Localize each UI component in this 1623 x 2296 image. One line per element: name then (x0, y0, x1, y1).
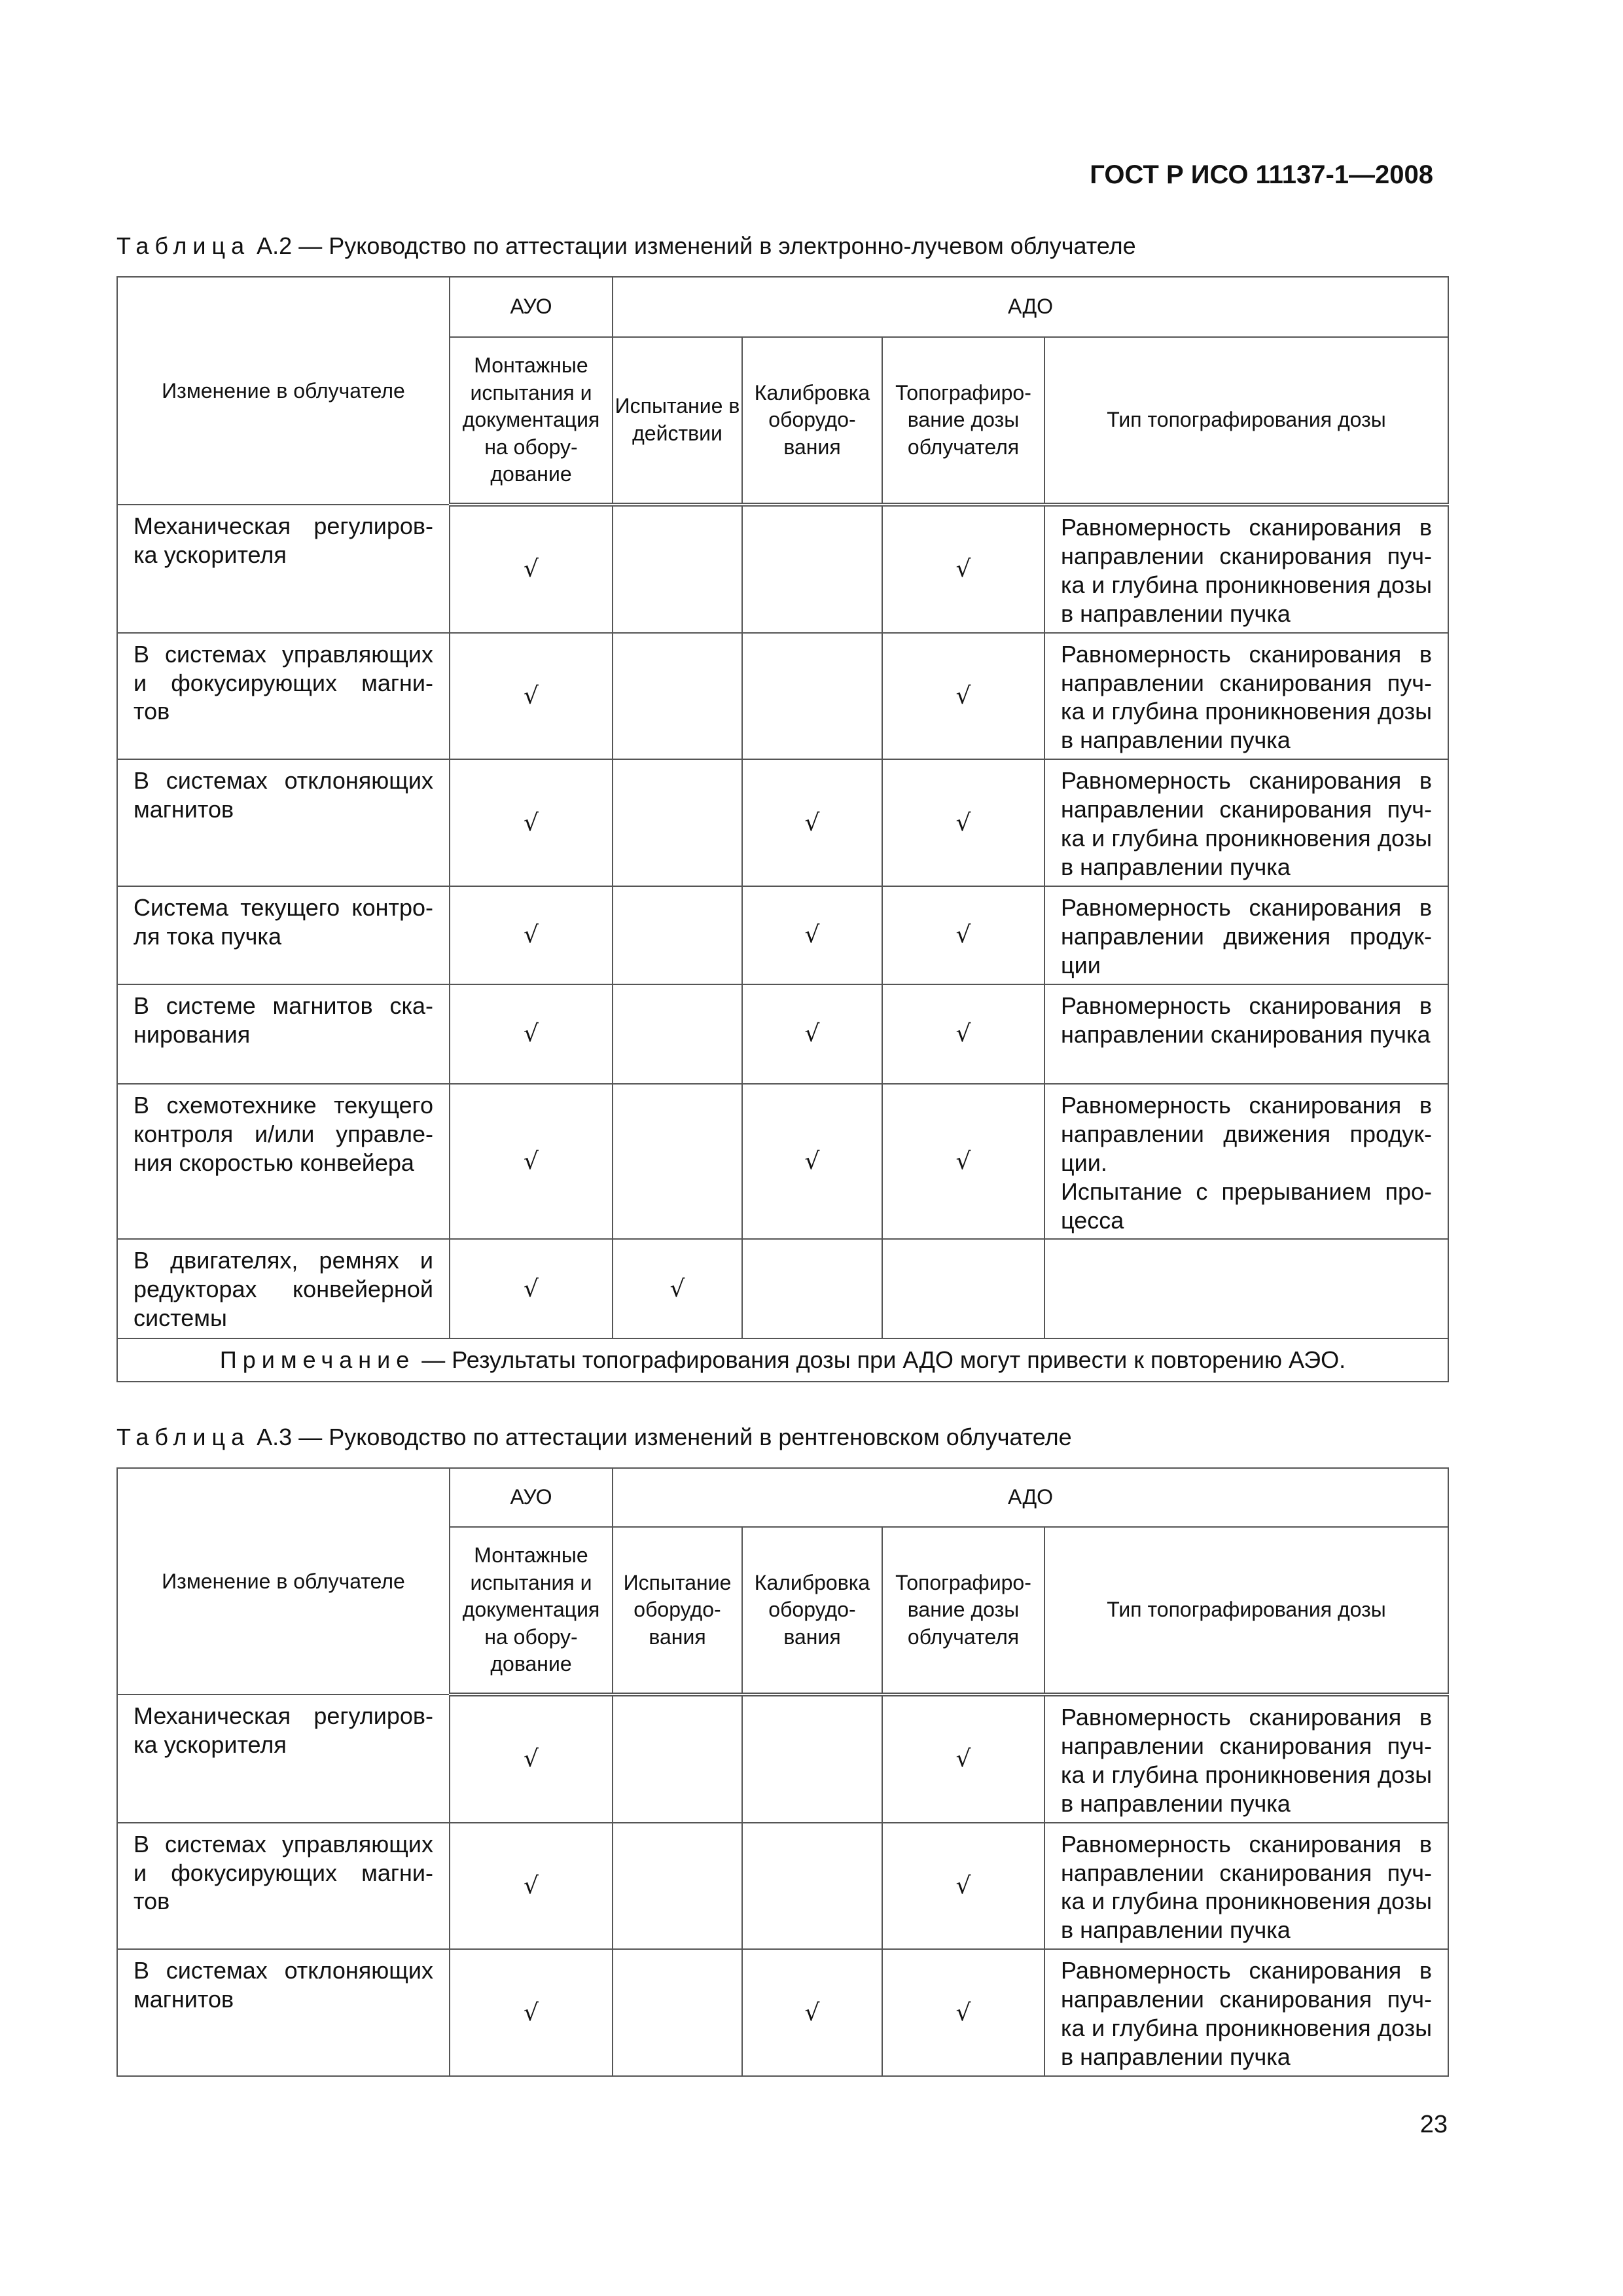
check-calibration: √ (742, 1084, 882, 1240)
table-row (117, 1239, 1448, 1338)
check-install: √ (450, 759, 613, 886)
check-calibration: √ (742, 886, 882, 984)
table-row (117, 984, 1448, 1084)
mapping-type-text: Равномерность сканирования в направлении сканирования пуч-ка и глубина проникновения дозы в направлении пучка (1044, 1949, 1448, 2076)
check-dose-mapping: √ (882, 633, 1044, 760)
header-mapping-type: Тип топографирования дозы (1044, 337, 1448, 505)
header-dose-mapping: Топографиро-вание дозы облучателя (882, 1527, 1044, 1695)
row-label: В системах отклоняющих магнитов (117, 759, 450, 886)
row-label: Механическая регулиров-ка ускорителя (117, 505, 450, 633)
check-dose-mapping: √ (882, 759, 1044, 886)
row-label: В системах отклоняющих магнитов (117, 1949, 450, 2076)
header-calibration: Калибровка оборудо-вания (742, 1527, 882, 1695)
page-number: 23 (1419, 2111, 1448, 2138)
table-row (117, 886, 1448, 984)
header-test: Испытание оборудо-вания (613, 1527, 742, 1695)
check-dose-mapping (882, 1239, 1044, 1338)
header-change: Изменение в облучателе (117, 1468, 450, 1695)
check-install: √ (450, 1695, 613, 1823)
table-a2-caption-prefix: Таблица (116, 232, 251, 259)
header-test: Испытание в действии (613, 337, 742, 505)
check-dose-mapping: √ (882, 984, 1044, 1084)
table-row (117, 505, 1448, 633)
table-row (117, 759, 1448, 886)
mapping-type-text: Равномерность сканирования в направлении движения продук-ции. Испытание с прерыванием про-цесса (1044, 1084, 1448, 1240)
header-change: Изменение в облучателе (117, 277, 450, 505)
check-calibration (742, 505, 882, 633)
table-a2-caption (116, 232, 1136, 260)
table-a3 (116, 1467, 1449, 2077)
mapping-type-text: Равномерность сканирования в направлении сканирования пучка (1044, 984, 1448, 1084)
header-install: Монтажные испытания и документация на обору-дование (450, 1527, 613, 1695)
header-calibration: Калибровка оборудо-вания (742, 337, 882, 505)
check-calibration (742, 1239, 882, 1338)
check-calibration: √ (742, 1949, 882, 2076)
table-a3-caption (116, 1424, 1072, 1451)
table-note-row (117, 1338, 1448, 1382)
check-dose-mapping: √ (882, 1823, 1044, 1950)
row-label: В системах управляющих и фокусирующих магни-тов (117, 633, 450, 760)
check-calibration: √ (742, 759, 882, 886)
mapping-type-text: Равномерность сканирования в направлении движения продук-ции (1044, 886, 1448, 984)
check-test (613, 1084, 742, 1240)
header-mapping-type: Тип топографирования дозы (1044, 1527, 1448, 1695)
check-install: √ (450, 505, 613, 633)
table-a2-caption-text: А.2 — Руководство по аттестации изменений в электронно-лучевом облучателе (250, 232, 1136, 259)
header-install: Монтажные испытания и документация на обору-дование (450, 337, 613, 505)
header-ado: АДО (613, 1468, 1448, 1527)
note-prefix: Примечание (219, 1346, 416, 1374)
mapping-type-text: Равномерность сканирования в направлении сканирования пуч-ка и глубина проникновения дозы в направлении пучка (1044, 1695, 1448, 1823)
check-dose-mapping: √ (882, 505, 1044, 633)
check-dose-mapping: √ (882, 886, 1044, 984)
mapping-type-text: Равномерность сканирования в направлении сканирования пуч-ка и глубина проникновения дозы в направлении пучка (1044, 633, 1448, 760)
header-dose-mapping: Топографиро-вание дозы облучателя (882, 337, 1044, 505)
check-install: √ (450, 1239, 613, 1338)
document-header: ГОСТ Р ИСО 11137-1—2008 (1090, 160, 1433, 189)
check-test (613, 1949, 742, 2076)
table-row (117, 1823, 1448, 1950)
check-calibration (742, 1823, 882, 1950)
row-label: Механическая регулиров-ка ускорителя (117, 1695, 450, 1823)
row-label: В системах управляющих и фокусирующих магни-тов (117, 1823, 450, 1950)
check-install: √ (450, 1823, 613, 1950)
table-a2 (116, 276, 1449, 1382)
header-ado: АДО (613, 277, 1448, 337)
table-a3-caption-text: А.3 — Руководство по аттестации изменений в рентгеновском облучателе (250, 1424, 1072, 1450)
table-note (117, 1338, 1448, 1382)
check-dose-mapping: √ (882, 1695, 1044, 1823)
row-label: В двигателях, ремнях и редукторах конвейерной системы (117, 1239, 450, 1338)
row-label: В схемотехнике текущего контроля и/или управле-ния скоростью конвейера (117, 1084, 450, 1240)
check-install: √ (450, 886, 613, 984)
mapping-type-text (1044, 1239, 1448, 1338)
check-calibration (742, 1695, 882, 1823)
check-install: √ (450, 1949, 613, 2076)
row-label: Система текущего контро-ля тока пучка (117, 886, 450, 984)
check-test (613, 759, 742, 886)
check-calibration (742, 633, 882, 760)
check-dose-mapping: √ (882, 1949, 1044, 2076)
check-install: √ (450, 633, 613, 760)
mapping-type-text: Равномерность сканирования в направлении сканирования пуч-ка и глубина проникновения дозы в направлении пучка (1044, 1823, 1448, 1950)
check-test (613, 505, 742, 633)
check-test: √ (613, 1239, 742, 1338)
check-test (613, 1823, 742, 1950)
check-install: √ (450, 984, 613, 1084)
check-test (613, 1695, 742, 1823)
mapping-type-text: Равномерность сканирования в направлении сканирования пуч-ка и глубина проникновения дозы в направлении пучка (1044, 505, 1448, 633)
note-text: — Результаты топографирования дозы при АДО могут привести к повторению АЭО. (415, 1346, 1346, 1374)
header-auo: АУО (450, 277, 613, 337)
check-test (613, 984, 742, 1084)
check-dose-mapping: √ (882, 1084, 1044, 1240)
check-test (613, 633, 742, 760)
check-install: √ (450, 1084, 613, 1240)
table-row (117, 633, 1448, 760)
table-a3-caption-prefix: Таблица (116, 1424, 251, 1450)
row-label: В системе магнитов ска-нирования (117, 984, 450, 1084)
mapping-type-text: Равномерность сканирования в направлении сканирования пуч-ка и глубина проникновения дозы в направлении пучка (1044, 759, 1448, 886)
header-auo: АУО (450, 1468, 613, 1527)
table-row (117, 1695, 1448, 1823)
table-row (117, 1084, 1448, 1240)
check-test (613, 886, 742, 984)
table-row (117, 1949, 1448, 2076)
check-calibration: √ (742, 984, 882, 1084)
